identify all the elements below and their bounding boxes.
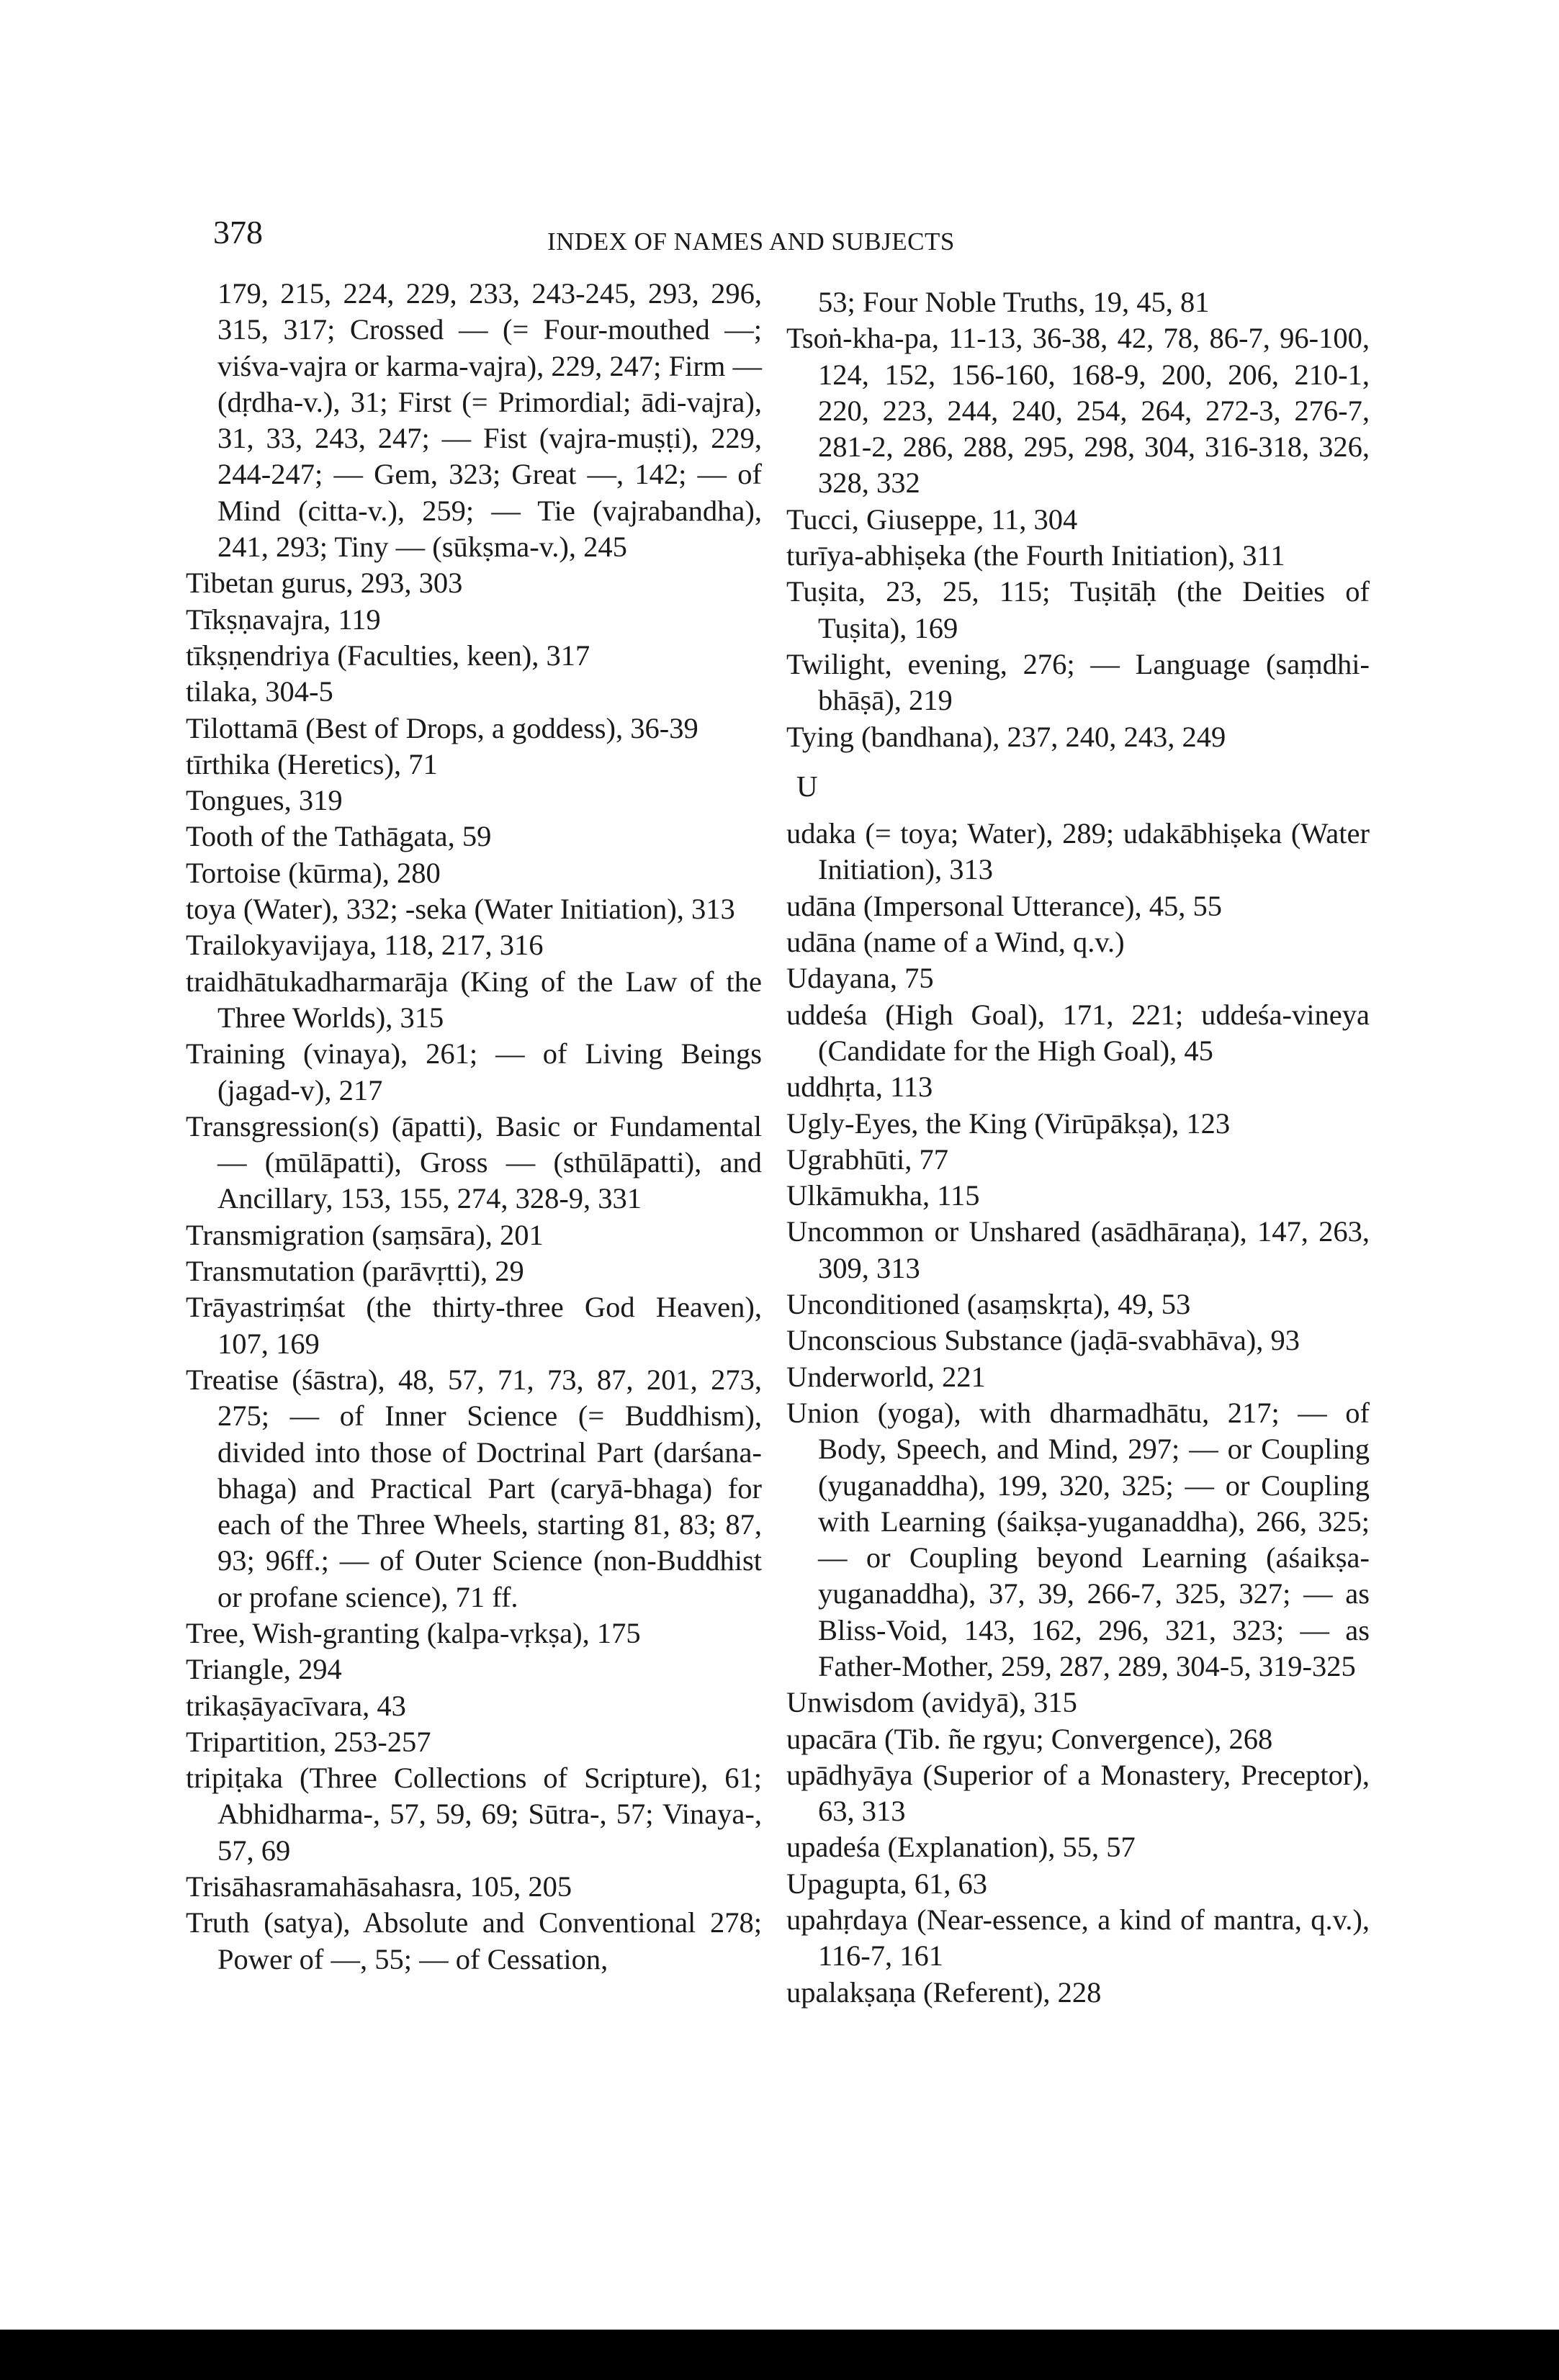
index-entry: Tree, Wish-granting (kalpa-vṛkṣa), 175 [186,1616,641,1649]
index-entry: Training (vinaya), 261; — of Living Beings (jagad-v), 217 [186,1037,762,1106]
index-entry: Transmigration (saṃsāra), 201 [186,1218,544,1251]
section-letter: U [796,769,818,803]
index-entry: Uncommon or Unshared (asādhāraṇa), 147, 263, 309, 313 [786,1215,1370,1284]
index-entry: udāna (Impersonal Utterance), 45, 55 [786,889,1223,922]
index-entry: traidhātukadharmarāja (King of the Law of the Three Worlds), 315 [186,965,762,1034]
index-entry: udaka (= toya; Water), 289; udakābhiṣeka (Water Initiation), 313 [786,817,1370,886]
index-entry: Ugly-Eyes, the King (Virūpākṣa), 123 [786,1106,1231,1140]
index-entry: Tuṣita, 23, 25, 115; Tuṣitāḥ (the Deities of Tuṣita), 169 [786,575,1370,644]
index-entry: 53; Four Noble Truths, 19, 45, 81 [818,286,1210,318]
index-entry: Unwisdom (avidyā), 315 [786,1686,1077,1719]
index-entry: Udayana, 75 [786,962,934,995]
index-entry: Trailokyavijaya, 118, 217, 316 [186,929,544,962]
index-entry: upahṛdaya (Near-essence, a kind of mantra, q.v.), 116-7, 161 [786,1903,1370,1973]
index-entry: Trāyastriṃśat (the thirty-three God Heaven), 107, 169 [186,1291,762,1360]
index-entry: Underworld, 221 [786,1360,986,1393]
index-entry: trikaṣāyacīvara, 43 [186,1689,406,1722]
index-entry: Tongues, 319 [186,784,343,817]
index-entry: Tīkṣṇavajra, 119 [186,603,381,636]
index-entry: upadeśa (Explanation), 55, 57 [786,1831,1136,1864]
index-entry: Transgression(s) (āpatti), Basic or Fundamental — (mūlāpatti), Gross — (sthūlāpatti), and Ancillary, 153, 155, 274, 328-9, 331 [186,1109,762,1215]
index-entry: Tripartition, 253-257 [186,1725,431,1758]
index-entry: Tsoṅ-kha-pa, 11-13, 36-38, 42, 78, 86-7, 96-100, 124, 152, 156-160, 168-9, 200, 206, 210-1, 220, 223, 244, 240, 254, 264, 272-3, 276-7, 281-2, 286, 288, 295, 298, 304, 316-318, 326, 328, 332 [786,322,1370,500]
index-entry: Tooth of the Tathāgata, 59 [186,820,492,853]
index-entry: Treatise (śāstra), 48, 57, 71, 73, 87, 201, 273, 275; — of Inner Science (= Buddhism), divided into those of Doctrinal Part (darśana-bhaga) and Practical Part (caryā-bhaga) for each of the Three Wheels, starting 81, 83; 87, 93; 96ff.; — of Outer Science (non-Buddhist or profane science), 71 ff. [186,1363,762,1613]
index-entry: Tibetan gurus, 293, 303 [186,567,463,600]
index-entry: tripiṭaka (Three Collections of Scripture), 61; Abhidharma-, 57, 59, 69; Sūtra-, 57; Vinaya-, 57, 69 [186,1762,762,1867]
index-entry: tilaka, 304-5 [186,675,333,708]
scan-bottom-edge [0,2330,1559,2380]
index-entry: Upagupta, 61, 63 [786,1867,987,1900]
right-column [786,284,1370,2011]
index-entry: Twilight, evening, 276; — Language (saṃdhi-bhāṣā), 219 [786,647,1370,717]
running-head: INDEX OF NAMES AND SUBJECTS [547,227,955,256]
left-column [186,276,762,1978]
index-entry: udāna (name of a Wind, q.v.) [786,926,1125,959]
index-entry: upādhyāya (Superior of a Monastery, Preceptor), 63, 313 [786,1758,1370,1828]
index-entry: upalakṣaṇa (Referent), 228 [786,1975,1102,2009]
index-entry: tīkṣṇendriya (Faculties, keen), 317 [186,639,590,672]
index-entry: Tilottamā (Best of Drops, a goddess), 36-39 [186,711,698,744]
page-number: 378 [213,214,263,251]
index-entry: Tying (bandhana), 237, 240, 243, 249 [786,720,1226,753]
index-entry: Ugrabhūti, 77 [786,1142,948,1176]
index-entry: Ulkāmukha, 115 [786,1179,980,1212]
index-entry: tīrthika (Heretics), 71 [186,747,438,780]
index-entry: toya (Water), 332; -seka (Water Initiation), 313 [186,893,735,926]
index-entry: Union (yoga), with dharmadhātu, 217; — of Body, Speech, and Mind, 297; — or Coupling (yuganaddha), 199, 320, 325; — or Coupling with Learning (śaikṣa-yuganaddha), 266, 325; — or Coupling beyond Learning (aśaikṣa-yuganaddha), 37, 39, 266-7, 325, 327; — as Bliss-Void, 143, 162, 296, 321, 323; — as Father-Mother, 259, 287, 289, 304-5, 319-325 [786,1396,1370,1682]
index-entry: Tucci, Giuseppe, 11, 304 [786,502,1078,536]
index-entry: 179, 215, 224, 229, 233, 243-245, 293, 296, 315, 317; Crossed — (= Four-mouthed —; viśva-vajra or karma-vajra), 229, 247; Firm — (dṛdha-v.), 31; First (= Primordial; ādi-vajra), 31, 33, 243, 247; — Fist (vajra-muṣṭi), 229, 244-247; — Gem, 323; Great —, 142; — of Mind (citta-v.), 259; — Tie (vajrabandha), 241, 293; Tiny — (sūkṣma-v.), 245 [217,277,762,564]
index-entry: uddhṛta, 113 [786,1070,933,1104]
index-entry: Trisāhasramahāsahasra, 105, 205 [186,1870,572,1903]
index-entry: Triangle, 294 [186,1653,342,1686]
index-entry: upacāra (Tib. ñe rgyu; Convergence), 268 [786,1722,1273,1755]
index-entry: Tortoise (kūrma), 280 [186,856,441,889]
index-entry: turīya-abhiṣeka (the Fourth Initiation), 311 [786,539,1285,572]
index-entry: uddeśa (High Goal), 171, 221; uddeśa-vineya (Candidate for the High Goal), 45 [786,998,1370,1067]
index-entry: Unconditioned (asaṃskṛta), 49, 53 [786,1288,1191,1321]
index-entry: Transmutation (parāvṛtti), 29 [186,1255,524,1288]
index-entry: Truth (satya), Absolute and Conventional 278; Power of —, 55; — of Cessation, [186,1906,762,1975]
index-entry: Unconscious Substance (jaḍā-svabhāva), 93 [786,1324,1300,1357]
